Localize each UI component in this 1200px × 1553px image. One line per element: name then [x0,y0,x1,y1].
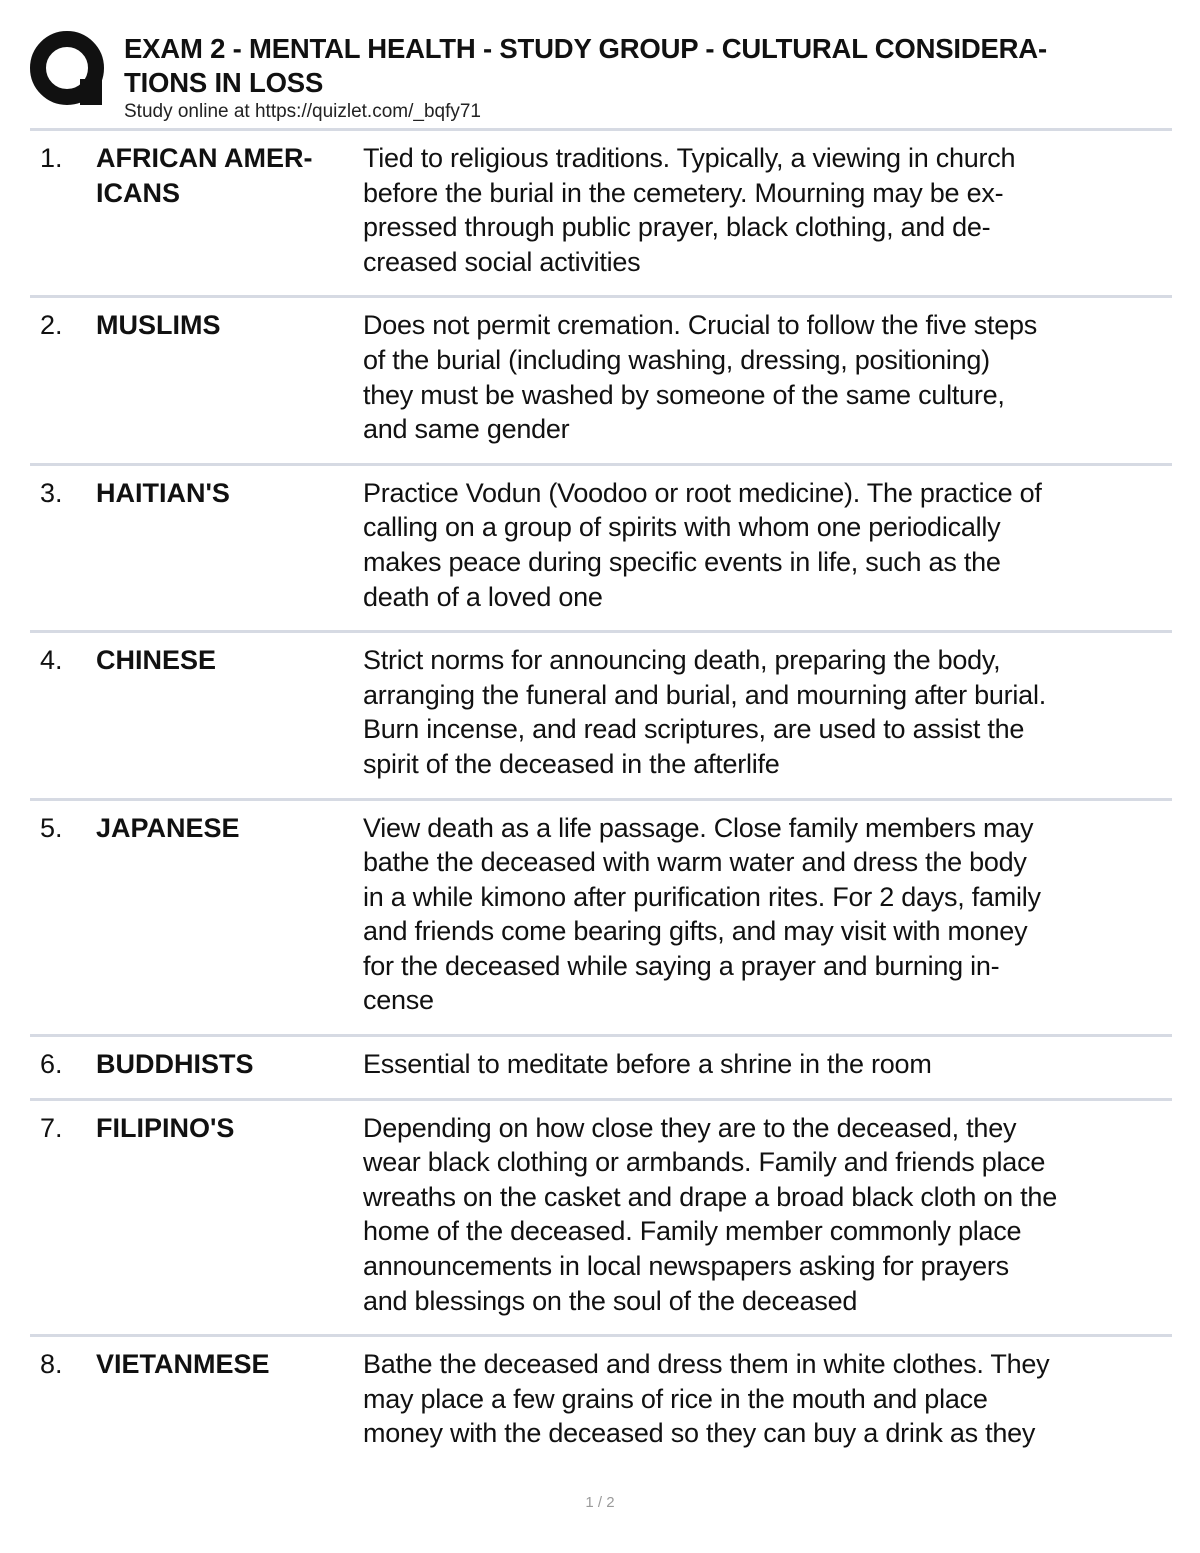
card-definition: Does not permit cremation. Crucial to follow the five steps of the burial (including washing, dressing, positioning) they must be washed by someone of the same culture, and same gender [363,310,1038,445]
quizlet-q-logo-icon [30,31,108,109]
card-definition: Bathe the deceased and dress them in white clothes. They may place a few grains of rice in the mouth and place money with the deceased so they can buy a drink as they [363,1349,1050,1449]
card-number: 2. [40,310,63,341]
card-number: 1. [40,143,63,173]
flashcard-list [30,131,1172,1467]
card-definition: View death as a life passage. Close family members may bathe the deceased with warm water and dress the body in a while kimono after purification rites. For 2 days, family and friends come bearing gifts, and may visit with money for the deceased while saying a prayer and burning in- cense [363,812,1041,1016]
card-term: MUSLIMS [96,310,221,341]
card-number: 6. [40,1049,63,1080]
study-online-link[interactable]: Study online at https://quizlet.com/_bqfy71 [124,101,481,122]
flashcard-row [30,298,1172,465]
card-number: 3. [40,477,63,508]
document-header [30,28,1180,128]
card-definition: Essential to meditate before a shrine in the room [363,1049,932,1080]
card-number: 4. [40,645,63,676]
flashcard-row [30,131,1172,298]
card-term: CHINESE [96,645,217,676]
page-indicator: 1 / 2 [585,1494,615,1511]
flashcard-row [30,801,1172,1038]
card-definition: Depending on how close they are to the deceased, they wear black clothing or armbands. Family and friends place wreaths on the casket and drape a broad black cloth on the home of the deceased. Family member commonly place announcements in local newspapers asking for prayers and blessings on the soul of the deceased [363,1112,1057,1316]
card-definition: Practice Vodun (Voodoo or root medicine). The practice of calling on a group of spirits with whom one periodically makes peace during specific events in life, such as the death of a loved one [363,477,1042,612]
flashcard-row [30,466,1172,633]
flashcard-row [30,1037,1172,1101]
page-title: EXAM 2 - MENTAL HEALTH - STUDY GROUP - CULTURAL CONSIDERA- TIONS IN LOSS [124,33,1047,98]
card-term: AFRICAN AMER- ICANS [96,143,313,208]
flashcard-row [30,633,1172,800]
flashcard-row [30,1337,1172,1467]
card-number: 5. [40,812,63,843]
card-term: FILIPINO'S [96,1112,235,1143]
card-definition: Tied to religious traditions. Typically, a viewing in church before the burial in the cemetery. Mourning may be ex- pressed through public prayer, black clothing, and de- creased social activities [363,143,1016,277]
card-term: BUDDHISTS [96,1049,254,1080]
card-term: HAITIAN'S [96,477,230,508]
flashcard-row [30,1101,1172,1338]
card-definition: Strict norms for announcing death, preparing the body, arranging the funeral and burial, and mourning after burial. Burn incense, and read scriptures, are used to assist the spirit of the deceased in the afterlife [363,645,1046,779]
card-number: 8. [40,1349,63,1380]
card-term: VIETANMESE [96,1349,270,1380]
card-number: 7. [40,1112,63,1143]
card-term: JAPANESE [96,812,240,843]
